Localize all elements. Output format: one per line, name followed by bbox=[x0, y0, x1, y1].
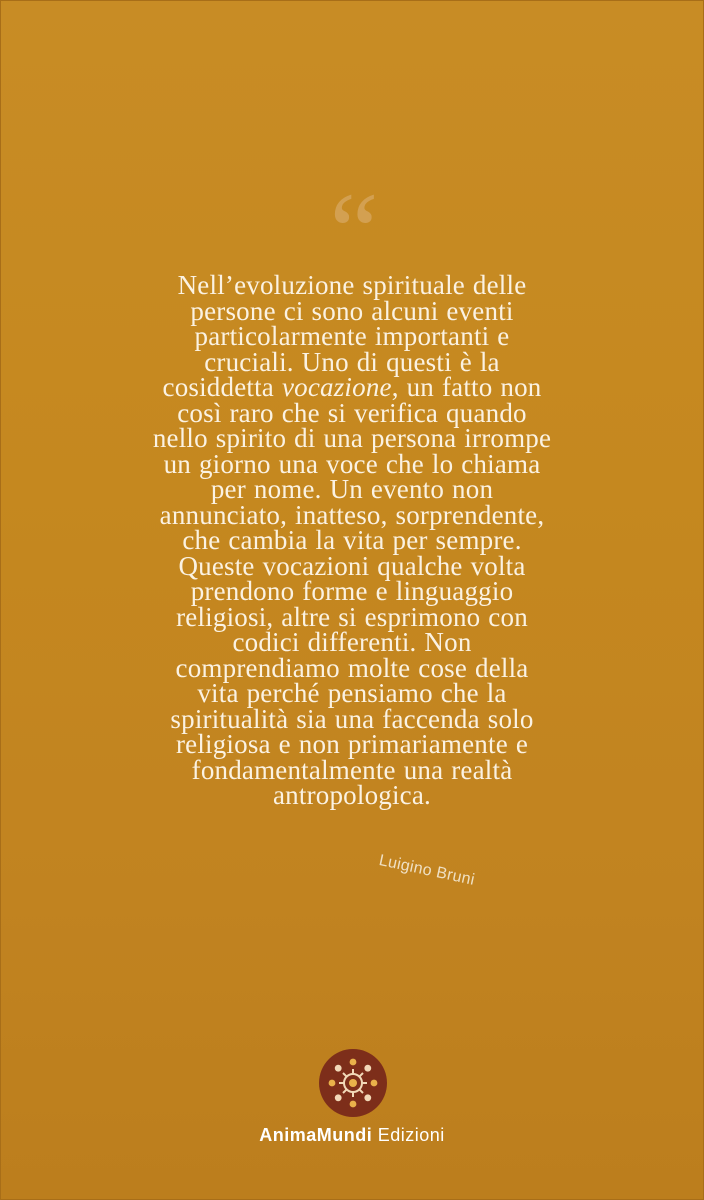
quote-line: fondamentalmente una realtà bbox=[191, 754, 513, 785]
quote-line: prendono forme e linguaggio bbox=[190, 576, 514, 606]
quote-line: annunciato, inatteso, sorprendente, bbox=[159, 499, 545, 530]
quote-line-post: , un fatto non bbox=[391, 372, 542, 402]
publisher-name-bold: AnimaMundi bbox=[259, 1125, 373, 1145]
quote-line: Queste vocazioni qualche volta bbox=[178, 550, 526, 581]
quote-mark-icon: “ bbox=[329, 170, 379, 292]
quote-line: cruciali. Uno di questi è la bbox=[204, 346, 500, 377]
quote-line: codici differenti. Non bbox=[232, 627, 472, 657]
quote-line: Nell’evoluzione spirituale delle bbox=[177, 270, 527, 300]
quote-line-pre: cosiddetta bbox=[162, 372, 282, 402]
quote-line: spiritualità sia una faccenda solo bbox=[170, 703, 534, 734]
publisher-name-light: Edizioni bbox=[377, 1125, 445, 1145]
quote-line bbox=[110, 372, 594, 402]
quote-line: particolarmente importanti e bbox=[194, 321, 510, 351]
quote-line: per nome. Un evento non bbox=[210, 474, 494, 504]
quote-text bbox=[110, 270, 594, 810]
quote-line: persone ci sono alcuni eventi bbox=[190, 295, 514, 326]
quote-line: antropologica. bbox=[273, 780, 431, 810]
publisher-name bbox=[0, 1125, 704, 1146]
quote-line: un giorno una voce che lo chiama bbox=[163, 448, 541, 479]
quote-line: religiosi, altre si esprimono con bbox=[176, 601, 528, 632]
author-name: Luigino Bruni bbox=[377, 852, 477, 889]
quote-line: comprendiamo molte cose della bbox=[175, 652, 529, 683]
quote-line: religiosa e non primariamente e bbox=[175, 729, 529, 759]
quote-italic-word: vocazione bbox=[281, 372, 392, 402]
quote-line: che cambia la vita per sempre. bbox=[182, 525, 522, 555]
quote-line: così raro che si verifica quando bbox=[177, 397, 527, 428]
quote-line: vita perché pensiamo che la bbox=[197, 678, 507, 708]
publisher-logo-icon bbox=[318, 1048, 388, 1118]
quote-line: nello spirito di una persona irrompe bbox=[152, 423, 552, 453]
